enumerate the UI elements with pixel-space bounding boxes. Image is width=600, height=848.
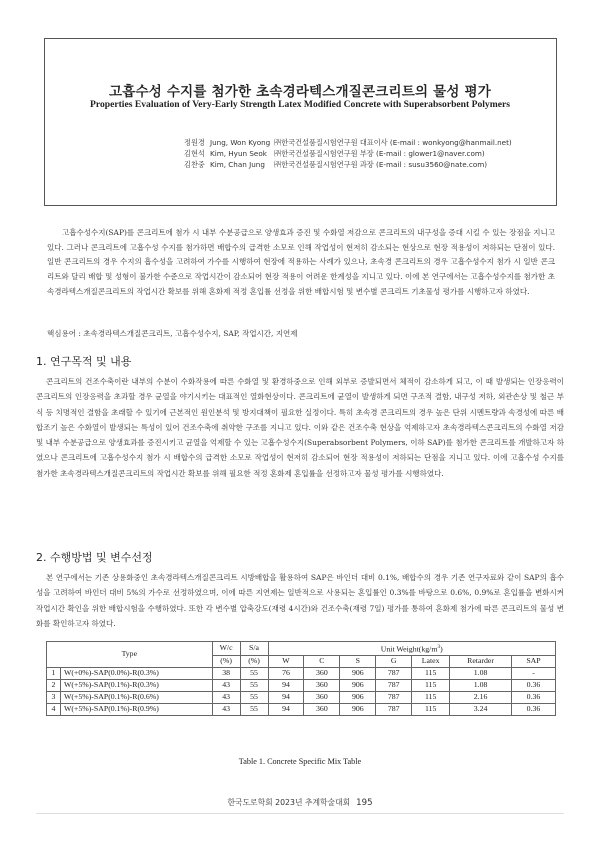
section-1-heading: 1. 연구목적 및 내용 [36, 355, 132, 368]
author-affiliation: ㈜한국건설품질시험연구원 대표이사 (E-mail : wonkyong@hanmail.net) [274, 138, 512, 147]
table-header-row [47, 642, 556, 656]
cell: 787 [376, 679, 412, 691]
row-type: W(+5%)-SAP(0.1%)-R(0.9%) [60, 703, 212, 715]
cell: 38 [212, 667, 240, 679]
author-row [184, 159, 544, 170]
footer-rule [36, 813, 564, 814]
cell: 360 [304, 691, 340, 703]
author-name-en: Kim, Chan Jung [210, 160, 265, 169]
row-number: 4 [47, 703, 61, 715]
unit-weight-close: ) [440, 644, 443, 654]
row-number: 3 [47, 691, 61, 703]
section-2-text: 본 연구에서는 기존 상용화중인 초속경라텍스개질콘크리트 시방배합을 활용하여 SAP은 바인더 대비 0.1%, 배합수의 경우 기존 연구자료와 같이 SAP의 흡수성을 고려하여 바인더 대비 5%의 가수로 선정하였으며, 이에 따른 지연제는 일반적으로 사용되는 혼입률인 0.3%를 바탕으로 0.6%, 0.9%로 혼입률을 변화시켜 작업시간 확인을 위한 배합시험을 수행하였다. 또한 각 변수별 압축강도(재령 4시간)와 건조수축(재령 7일) 평가를 통하여 혼화제 첨가에 따른 콘크리트의 물성 변화를 확인하고자 하였다. [36, 573, 564, 628]
cell: 3.24 [450, 703, 512, 715]
header-col: C [304, 655, 340, 667]
cell: 0.36 [512, 679, 556, 691]
footer-text: 한국도로학회 2023년 추계학술대회 [227, 798, 351, 807]
cell: 787 [376, 703, 412, 715]
cell: 787 [376, 667, 412, 679]
header-sa-unit: (%) [240, 655, 268, 667]
cell: 906 [340, 703, 376, 715]
header-col: SAP [512, 655, 556, 667]
header-type: Type [47, 642, 213, 668]
author-name-ko: 김현석 [184, 149, 205, 158]
author-list [184, 137, 544, 170]
section-1-text: 콘크리트의 건조수축이란 내부의 수분이 수화작용에 따른 수화열 및 환경하중으로 인해 외부로 증발되면서 체적이 감소하게 되고, 이 때 발생되는 인장응력이 콘크리트의 인장응력을 초과할 경우 균열을 야기시키는 대표적인 열화현상이다. 콘크리트에 균열이 발생하게 되면 구조적 결함, 내구성 저하, 외관손상 및 철근 부식 등 치명적인 결함을 초래할 수 있기에 근본적인 원인분석 및 방지대책이 필요한 실정이다. 특히 초속경 콘크리트의 경우 높은 단위 시멘트량과 속경성에 따른 배합조기 높은 수화열이 발생되는 특성이 있어 건조수축에 취약한 구조를 지니고 있다. 이와 같은 건조수축 현상을 억제하고자 초속경라텍스콘크리트의 수화열 저감 및 내부 수분공급으로 양생효과를 증진시키고 균열을 억제할 수 있는 고흡수성수지(Superabsorbent Polymers, 이하 SAP)를 첨가한 콘크리트를 개발하고자 하였으나 콘크리트에 고흡수성수지 첨가 시 배합수의 급격한 소모로 작업성이 현저히 감소되어 현장 적용성이 저하되는 단점을 지니고 있다. 이에 고흡수성 수지를 첨가한 초속경라텍스개질콘크리트의 작업시간 확보를 위해 필요한 적정 혼화제 혼입률을 선정하고자 물성 평가를 시행하였다. [36, 377, 564, 478]
header-unit-weight [268, 642, 555, 656]
unit-weight-label: Unit Weight(kg/m [380, 644, 438, 654]
row-type: W(+5%)-SAP(0.1%)-R(0.6%) [60, 691, 212, 703]
cell: 906 [340, 667, 376, 679]
header-wc: W/c [212, 642, 240, 656]
cell: 55 [240, 667, 268, 679]
section-2-body [36, 570, 564, 631]
cell: 115 [412, 703, 450, 715]
cell: 115 [412, 679, 450, 691]
cell: 906 [340, 679, 376, 691]
page-footer [0, 797, 600, 808]
cell: 94 [268, 679, 304, 691]
cell: 2.16 [450, 691, 512, 703]
cell: 43 [212, 703, 240, 715]
cell: 55 [240, 691, 268, 703]
cell: 1.08 [450, 667, 512, 679]
cell: 906 [340, 691, 376, 703]
author-row [184, 137, 544, 148]
author-name-ko: 김찬중 [184, 160, 205, 169]
section-2-heading: 2. 수행방법 및 변수선정 [36, 551, 153, 564]
header-col: Latex [412, 655, 450, 667]
title-frame [44, 38, 557, 206]
cell: 94 [268, 691, 304, 703]
cell: 76 [268, 667, 304, 679]
cell: 115 [412, 667, 450, 679]
paper-title-korean: 고흡수성 수지를 첨가한 초속경라텍스개질콘크리트의 물성 평가 [108, 84, 491, 100]
header-col: Retarder [450, 655, 512, 667]
abstract [47, 226, 555, 300]
paper-title-english: Properties Evaluation of Very-Early Strength Latex Modified Concrete with Superabsorbent Polymers [90, 99, 510, 110]
cell: 55 [240, 679, 268, 691]
row-type: W(+5%)-SAP(0.1%)-R(0.3%) [60, 679, 212, 691]
mix-table [46, 641, 556, 716]
keywords: 핵심용어 : 초속경라텍스개질콘크리트, 고흡수성수지, SAP, 작업시간, 지연제 [47, 329, 298, 338]
cell: 115 [412, 691, 450, 703]
cell: 1.08 [450, 679, 512, 691]
cell: 0.36 [512, 691, 556, 703]
row-type: W(+0%)-SAP(0.0%)-R(0.3%) [60, 667, 212, 679]
cell: - [512, 667, 556, 679]
row-number: 2 [47, 679, 61, 691]
cell: 787 [376, 691, 412, 703]
table-row [47, 667, 556, 679]
table-caption: Table 1. Concrete Specific Mix Table [238, 757, 362, 766]
cell: 0.36 [512, 703, 556, 715]
row-number: 1 [47, 667, 61, 679]
table-row [47, 679, 556, 691]
cell: 360 [304, 667, 340, 679]
author-row [184, 148, 544, 159]
abstract-text: 고흡수성수지(SAP)를 콘크리트에 첨가 시 내부 수분공급으로 양생효과 증진 및 수화열 저감으로 콘크리트의 내구성을 증대 시킬 수 있는 장점을 지니고 있다. 그러나 콘크리트에 고흡수성 수지를 첨가하면 배합수의 급격한 소모로 인해 작업성이 현저히 감소되는 현상으로 현장 적용성이 저하되는 단점이 있다. 일반 콘크리트의 경우 수지의 흡수성을 고려하여 가수를 시행하여 현장에 적용하는 사례가 있으나, 초속경 콘크리트의 경우 고흡수성수지 첨가 시 일반 콘크리트와 달리 배합 및 성형이 불가한 수준으로 작업시간이 감소되어 현장 적용이 어려운 한계성을 지니고 있다. 이에 본 연구에서는 고흡수성수지를 첨가한 초속경라텍스개질콘크리트의 작업시간 확보를 위해 혼화제 적정 혼입률 선정을 위한 배합시험 및 변수별 콘크리트 기초물성 평가를 시행하고자 하였다. [47, 228, 555, 296]
cell: 43 [212, 679, 240, 691]
author-name-ko: 정원경 [184, 138, 205, 147]
table-row [47, 691, 556, 703]
author-name-en: Kim, Hyun Seok [210, 149, 267, 158]
table-row [47, 703, 556, 715]
cell: 360 [304, 703, 340, 715]
cell: 55 [240, 703, 268, 715]
header-sa: S/a [240, 642, 268, 656]
author-affiliation: ㈜한국건설품질시험연구원 과장 (E-mail : susu3560@nate.com) [274, 160, 488, 169]
unit-weight-superscript: 3 [437, 644, 441, 650]
page-number: 195 [356, 798, 373, 808]
header-col: S [340, 655, 376, 667]
header-col: W [268, 655, 304, 667]
section-1-body [36, 374, 564, 481]
cell: 360 [304, 679, 340, 691]
cell: 94 [268, 703, 304, 715]
header-col: G [376, 655, 412, 667]
cell: 43 [212, 691, 240, 703]
header-wc-unit: (%) [212, 655, 240, 667]
author-affiliation: ㈜한국건설품질시험연구원 부장 (E-mail : glower1@naver.com) [274, 149, 485, 158]
author-name-en: Jung, Won Kyong [210, 138, 271, 147]
